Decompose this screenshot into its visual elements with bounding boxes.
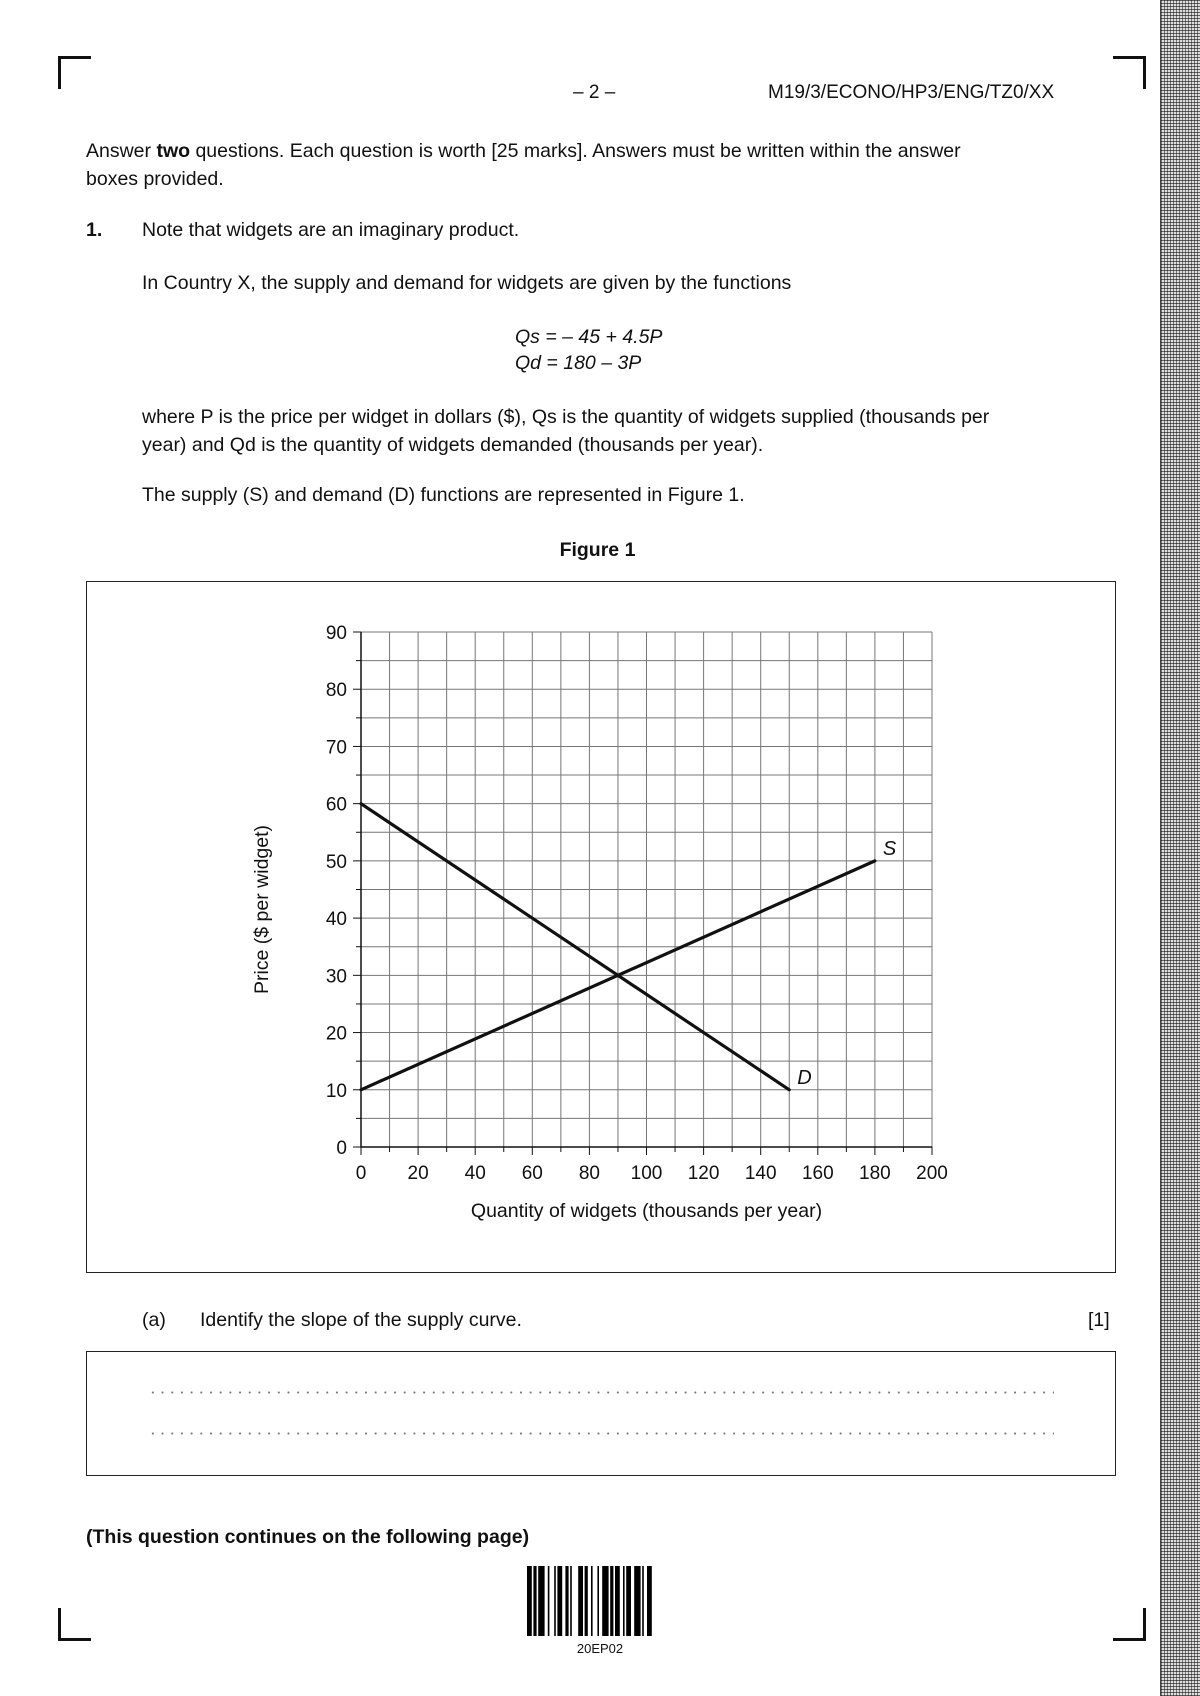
y-tick-label: 80: [325, 680, 347, 702]
question-note: Note that widgets are an imaginary product.: [142, 219, 520, 241]
barcode-bar: [610, 1566, 613, 1636]
y-tick-label: 60: [325, 794, 347, 816]
x-tick-label: 120: [687, 1163, 720, 1184]
y-tick-label: 90: [325, 623, 347, 644]
barcode-bar: [591, 1566, 593, 1636]
x-tick-label: 100: [630, 1163, 663, 1184]
instructions-text-1: Answer: [86, 140, 157, 162]
y-tick-label: 30: [325, 966, 347, 988]
barcode-bar: [538, 1566, 544, 1636]
barcode-bar: [585, 1566, 588, 1636]
y-tick-label: 20: [325, 1023, 347, 1045]
instructions-text-3: boxes provided.: [86, 168, 224, 190]
where-line-1: where P is the price per widget in dollars ($), Qs is the quantity of widgets supplied (thousands per: [142, 406, 990, 428]
barcode-bar: [615, 1566, 620, 1636]
x-tick-label: 40: [464, 1163, 486, 1184]
x-tick-label: 200: [916, 1163, 948, 1184]
figure-reference-text: The supply (S) and demand (D) functions are represented in Figure 1.: [142, 484, 745, 506]
series-label-s: S: [882, 837, 897, 860]
barcode: [527, 1566, 673, 1636]
x-tick-label: 80: [578, 1163, 600, 1184]
x-tick-label: 0: [355, 1163, 367, 1184]
barcode-bar: [623, 1566, 625, 1636]
barcode-bar: [647, 1566, 652, 1636]
x-tick-label: 140: [744, 1163, 777, 1184]
part-a-text: Identify the slope of the supply curve.: [200, 1309, 522, 1331]
question-number: 1.: [86, 219, 103, 241]
barcode-bar: [602, 1566, 608, 1636]
instructions-text-2: questions. Each question is worth [25 marks]. Answers must be written within the answer: [190, 140, 961, 162]
y-tick-label: 40: [325, 909, 347, 931]
barcode-bar: [527, 1566, 532, 1636]
continues-note: (This question continues on the following page): [86, 1526, 530, 1548]
instructions-bold: two: [156, 140, 191, 162]
question-intro: In Country X, the supply and demand for widgets are given by the functions: [142, 272, 792, 294]
figure-title: Figure 1: [559, 539, 636, 561]
barcode-bar: [578, 1566, 583, 1636]
answer-line-1[interactable]: [148, 1391, 1054, 1394]
barcode-label: 20EP02: [576, 1641, 624, 1656]
x-axis-label: Quantity of widgets (thousands per year): [470, 1200, 823, 1222]
y-axis-label: Price ($ per widget): [251, 824, 273, 995]
y-tick-label: 0: [336, 1138, 347, 1159]
where-line-2: year) and Qd is the quantity of widgets demanded (thousands per year).: [142, 434, 764, 456]
barcode-bar: [533, 1566, 536, 1636]
barcode-bar: [597, 1566, 599, 1636]
y-tick-label: 50: [325, 851, 347, 873]
barcode-bar: [642, 1566, 644, 1636]
y-tick-label: 70: [325, 737, 347, 759]
x-tick-label: 20: [407, 1163, 429, 1184]
equation-supply: Qs = – 45 + 4.5P: [515, 326, 663, 348]
x-tick-label: 160: [801, 1163, 834, 1184]
answer-line-2[interactable]: [148, 1432, 1054, 1435]
barcode-bar: [570, 1566, 572, 1636]
part-a-label: (a): [142, 1309, 166, 1331]
barcode-bar: [548, 1566, 550, 1636]
equation-demand: Qd = 180 – 3P: [515, 352, 642, 374]
answer-box[interactable]: [86, 1351, 1116, 1476]
paper-code: M19/3/ECONO/HP3/ENG/TZ0/XX: [768, 82, 1055, 103]
page-number: – 2 –: [573, 82, 616, 103]
barcode-bar: [634, 1566, 640, 1636]
barcode-bar: [557, 1566, 562, 1636]
part-a-marks: [1]: [1088, 1309, 1110, 1331]
barcode-bar: [565, 1566, 568, 1636]
barcode-bar: [626, 1566, 631, 1636]
x-tick-label: 180: [859, 1163, 891, 1184]
series-label-d: D: [797, 1066, 812, 1089]
x-tick-label: 60: [521, 1163, 543, 1184]
barcode-bar: [554, 1566, 556, 1636]
y-tick-label: 10: [325, 1080, 347, 1102]
